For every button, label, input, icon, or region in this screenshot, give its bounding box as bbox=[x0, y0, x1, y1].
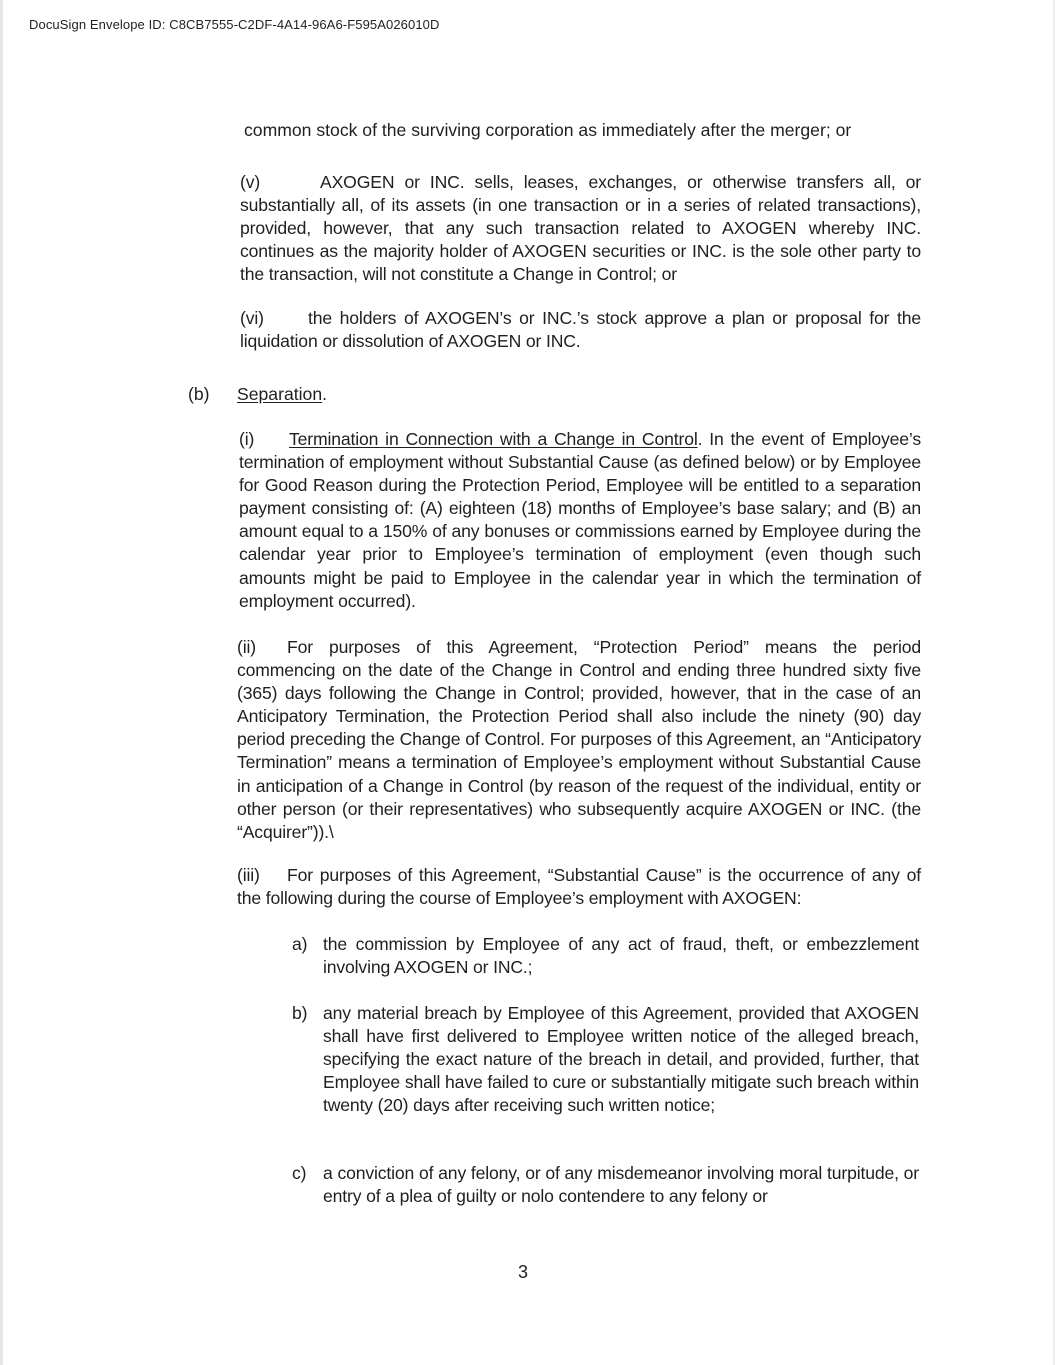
subsection-ii-text: For purposes of this Agreement, “Protection Period” means the period commencing on the date of the Change in Control and ending three hundred sixty five (365) days following the Change in Control; provided, however, that in the case of an Anticipatory Termination, the Protection Period shall also include the ninety (90) day period preceding the Change of Control. For purposes of this Agreement, an “Anticipatory Termination” means a termination of Employee’s employment without Substantial Cause in anticipation of a Change in Control (by reason of the request of the individual, entity or other person (or their representatives) who subsequently acquire AXOGEN or INC. (the “Acquirer”)).\ bbox=[237, 637, 921, 842]
continuation-text: common stock of the surviving corporation as immediately after the merger; or bbox=[244, 120, 852, 140]
subsection-i-heading: Termination in Connection with a Change in Control bbox=[289, 429, 698, 449]
list-item-b bbox=[292, 1002, 919, 1117]
section-b-title-suffix: . bbox=[322, 384, 327, 404]
section-b-heading bbox=[237, 383, 327, 406]
list-item-c-marker: c) bbox=[292, 1163, 307, 1183]
subsection-ii bbox=[237, 636, 921, 844]
subsection-iii bbox=[237, 864, 921, 910]
clause-vi bbox=[240, 307, 921, 353]
subsection-iii-text: For purposes of this Agreement, “Substantial Cause” is the occurrence of any of the following during the course of Employee’s employment with AXOGEN: bbox=[237, 865, 921, 909]
subsection-i-text: . In the event of Employee’s termination of employment without Substantial Cause (as defined below) or by Employee for Good Reason during the Protection Period, Employee will be entitled to a separation payment consisting of: (A) eighteen (18) months of Employee’s base salary; and (B) an amount equal to a 150% of any bonuses or commissions earned by Employee during the calendar year prior to Employee’s termination of employment (even though such amounts might be paid to Employee in the calendar year in which the termination of employment occurred). bbox=[239, 429, 921, 611]
subsection-i bbox=[239, 428, 921, 613]
clause-v-text: AXOGEN or INC. sells, leases, exchanges, or otherwise transfers all, or substantially all, of its assets (in one transaction or in a series of related transactions), provided, however, that any such transaction related to AXOGEN whereby INC. continues as the majority holder of AXOGEN securities or INC. is the sole other party to the transaction, will not constitute a Change in Control; or bbox=[240, 172, 921, 285]
page-number: 3 bbox=[518, 1262, 529, 1282]
list-item-b-marker: b) bbox=[292, 1003, 308, 1023]
subsection-iii-label: (iii) bbox=[237, 865, 260, 885]
list-item-b-text: any material breach by Employee of this Agreement, provided that AXOGEN shall have first delivered to Employee written notice of the alleged breach, specifying the exact nature of the breach in detail, and provided, further, that Employee shall have failed to cure or substantially mitigate such breach within twenty (20) days after receiving such written notice; bbox=[323, 1003, 919, 1116]
clause-v-label: (v) bbox=[240, 172, 261, 192]
list-item-a bbox=[292, 933, 919, 979]
docusign-envelope-id: DocuSign Envelope ID: C8CB7555-C2DF-4A14-96A6-F595A026010D bbox=[29, 17, 440, 32]
list-item-a-text: the commission by Employee of any act of fraud, theft, or embezzlement involving AXOGEN or INC.; bbox=[323, 934, 919, 978]
subsection-i-label: (i) bbox=[239, 429, 255, 449]
list-item-c-text: a conviction of any felony, or of any misdemeanor involving moral turpitude, or entry of a plea of guilty or nolo contendere to any felony or bbox=[323, 1163, 919, 1207]
section-b-label: (b) bbox=[188, 384, 210, 404]
list-item-a-marker: a) bbox=[292, 934, 308, 954]
clause-vi-text: the holders of AXOGEN’s or INC.’s stock approve a plan or proposal for the liquidation or dissolution of AXOGEN or INC. bbox=[240, 308, 921, 352]
clause-vi-label: (vi) bbox=[240, 308, 264, 328]
list-item-c bbox=[292, 1162, 919, 1208]
clause-v bbox=[240, 171, 921, 286]
subsection-ii-label: (ii) bbox=[237, 637, 256, 657]
section-b-title: Separation bbox=[237, 384, 323, 404]
page-left-edge bbox=[0, 0, 3, 1365]
